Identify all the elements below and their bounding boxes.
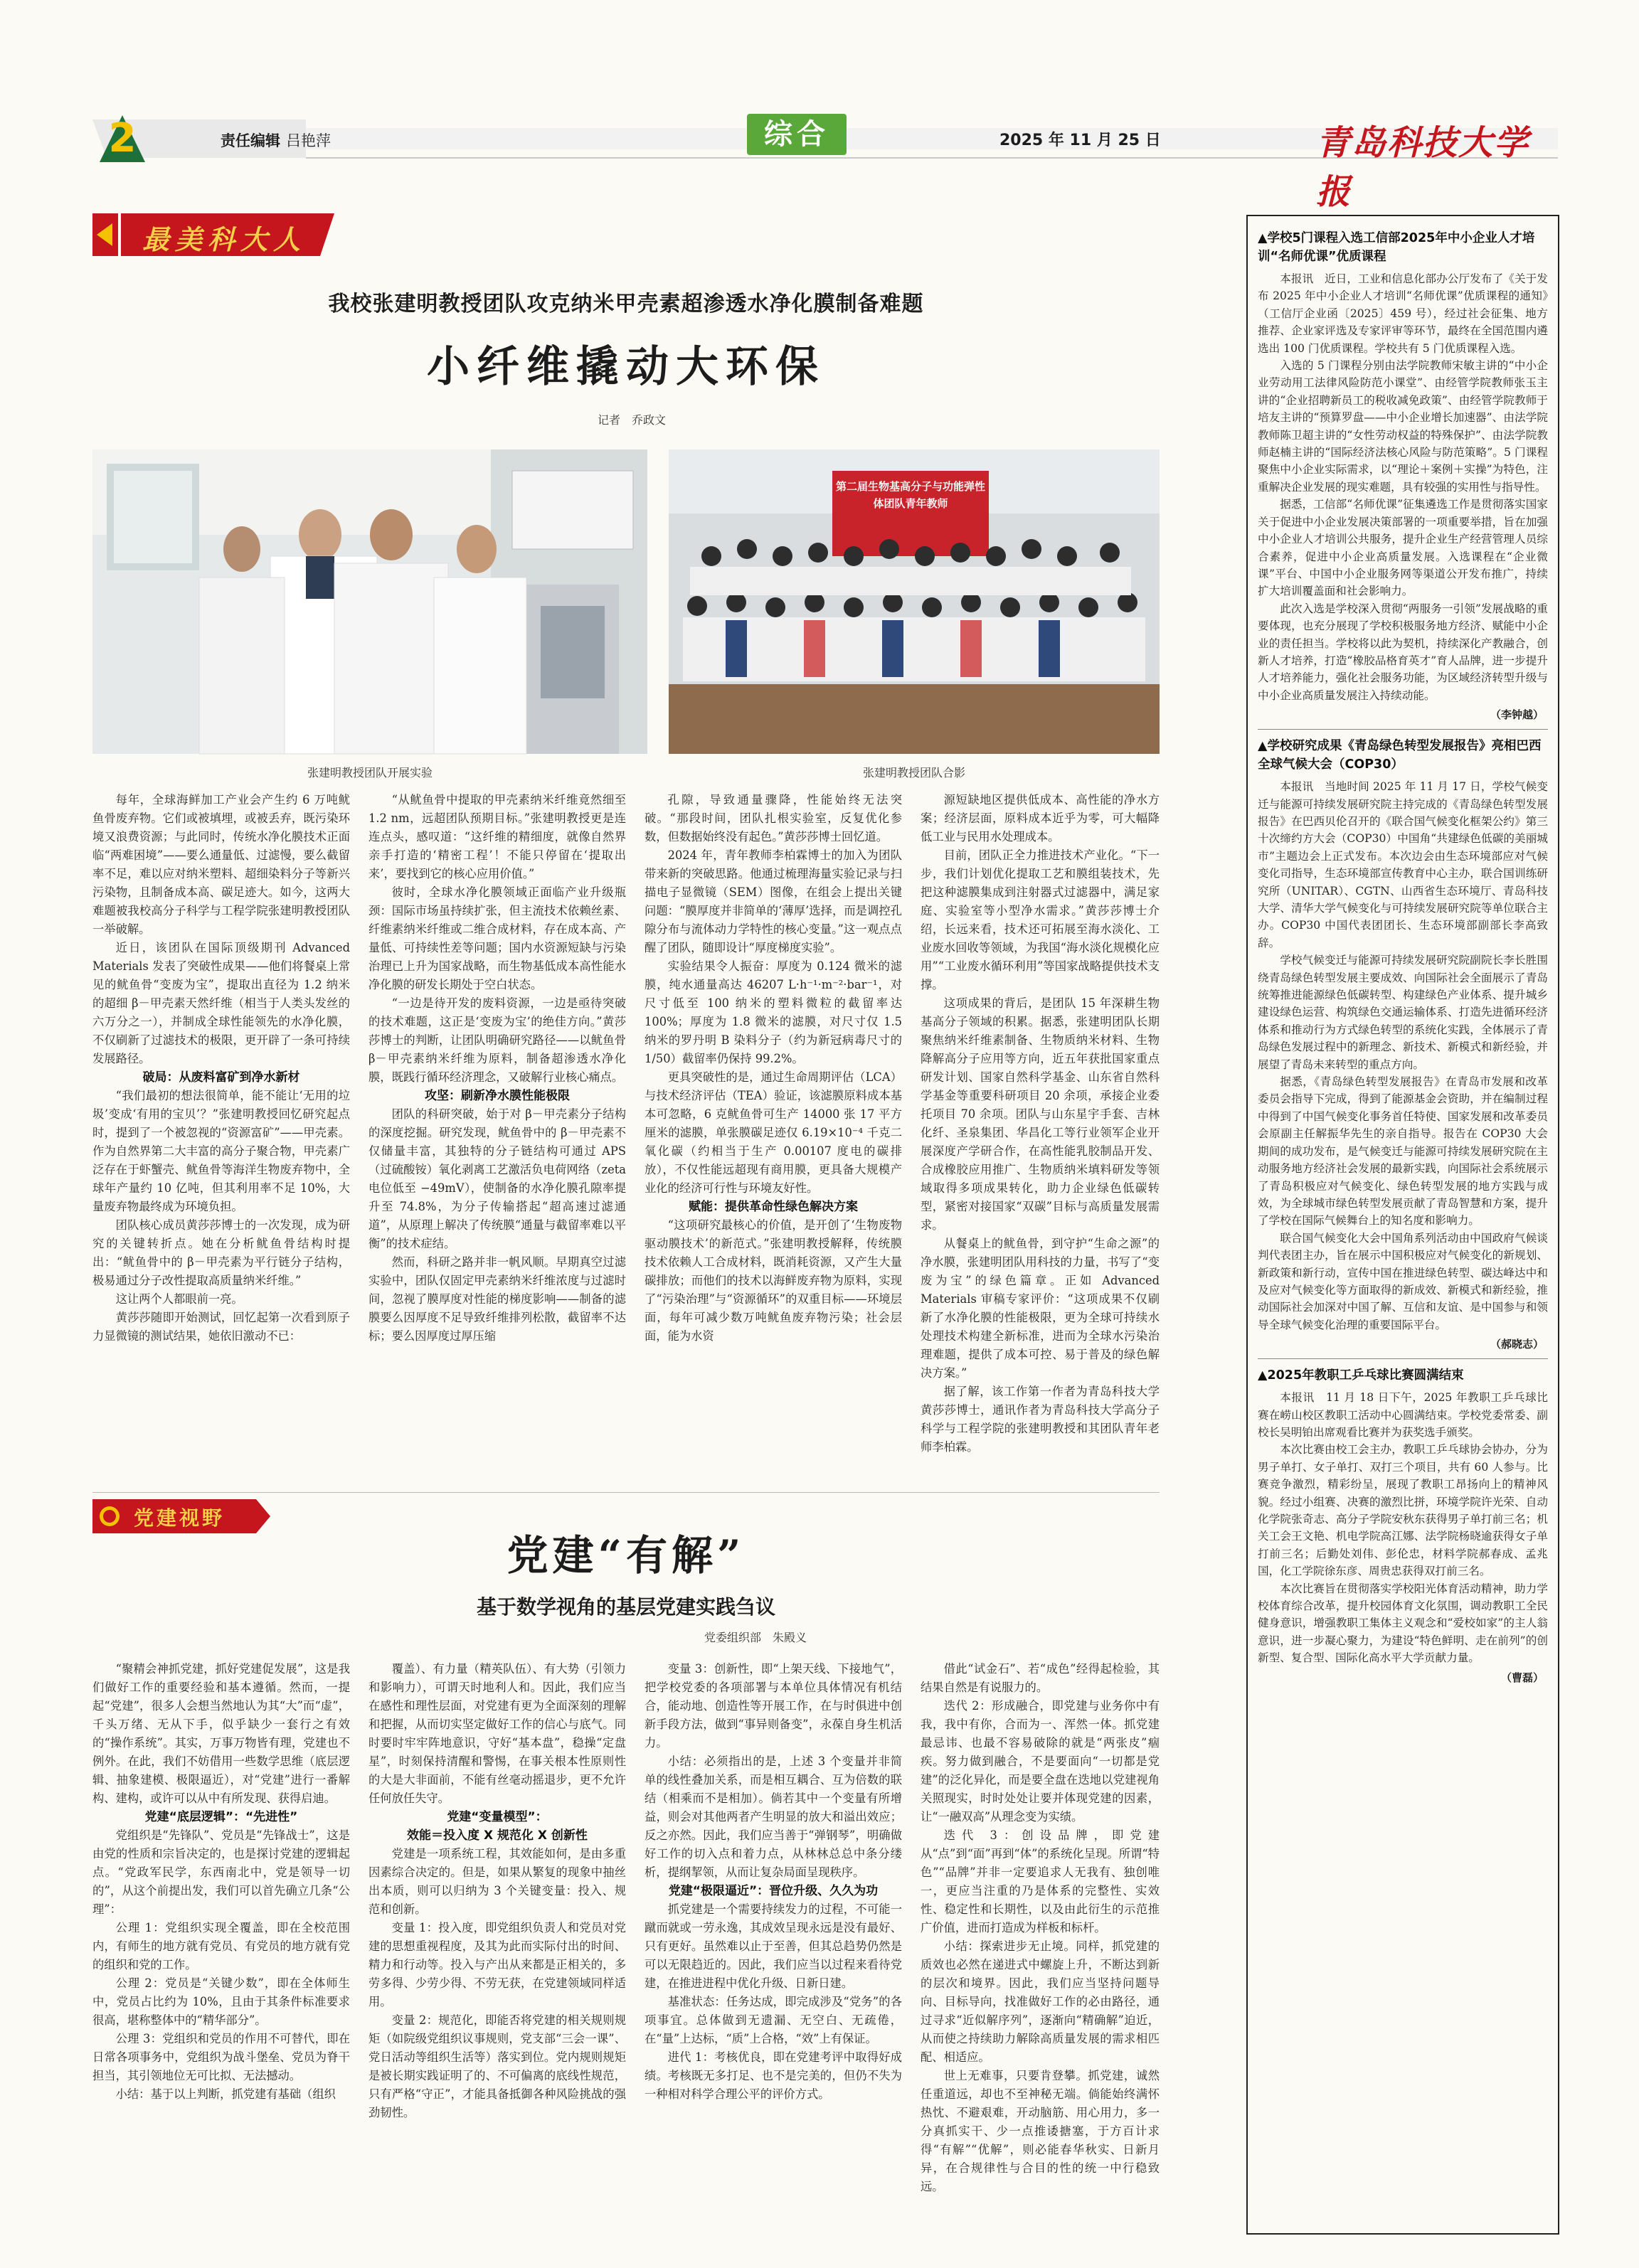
paragraph: 然而，科研之路并非一帆风顺。早期真空过滤实验中，团队仅固定甲壳素纳米纤维浓度与过滤时间，忽视了膜厚度对性能的梯度影响——制备的滤膜要么因厚度不足导致纤维排列松散，截留率不达标；要么因厚度过厚压缩 (368, 1255, 626, 1343)
paragraph: 此次入选是学校深入贯彻“两服务一引领”发展战略的重要体现，也充分展现了学校积极服务地方经济、赋能中小企业的责任担当。学校将以此为契机，持续深化产教融合，创新人才培养，打造“橡胶品格育英才”育人品牌，进一步提升人才培养能力，强化社会服务功能，为区域经济转型升级与中小企业高质量发展注入持续动能。 (1258, 602, 1548, 702)
paragraph: 黄莎莎随即开始测试，回忆起第一次看到原子力显微镜的测试结果，她依旧激动不已： (92, 1311, 350, 1343)
paragraph: 世上无难事，只要肯登攀。抓党建，诚然任重道远，却也不至神秘无端。倘能始终满怀热忱、不避艰难，开动脑筋、用心用力，多一分真抓实干、少一点推诿搪塞，于方百计求得“有解”“优解”，则必能春华秋实、日新月异，在合规律性与合目的性的统一中行稳致远。 (921, 2069, 1160, 2193)
caption-team-group: 张建明教授团队合影 (862, 766, 965, 779)
party-subhead-3: 党建“极限逼近”：晋位升级、久久为功 (668, 1884, 879, 1898)
paragraph: “从鱿鱼骨中提取的甲壳素纳米纤维竟然细至 1.2 nm，远超团队预期目标。”张建明教授更是连连点头，感叹道：“这纤维的精细度，就像自然界亲手打造的‘精密工程’！不能只停留在‘提取出来’，要找到它的核心应用价值。” (368, 793, 626, 880)
paragraph: 本报讯 11 月 18 日下午，2025 年教职工乒乓球比赛在崂山校区教职工活动中心圆满结束。学校党委常委、副校长吴明铂出席观看比赛并为获奖选手颁奖。 (1258, 1391, 1548, 1439)
news-brief (1258, 222, 1548, 722)
feature-col2b-paras (368, 1105, 626, 1346)
paragraph: 基准状态：任务达成，即完成涉及“党务”的各项事宜。总体做到无遗漏、无空白、无疏倦，在“量”上达标，“质”上合格，“效”上有保证。 (645, 1995, 902, 2045)
news-briefs-sidebar (1246, 215, 1559, 2235)
paragraph: 这让两个人都眼前一亮。 (115, 1292, 243, 1306)
news-brief-body (1258, 1389, 1548, 1667)
paragraph: 党组织是“先锋队”、党员是“先锋战士”，这是由党的性质和宗旨决定的，也是探讨党建的逻辑起点。“党政军民学，东西南北中，党是领导一切的”，从这个前提出发，我们可以首先确立几条“公理”： (92, 1828, 350, 1916)
feature-column-2 (368, 791, 626, 1343)
paragraph: 公理 3：党组织和党员的作用不可替代，即在日常各项事务中，党组织为战斗堡垒、党员为脊干担当，其引领地位无可比拟、无法撼动。 (92, 2032, 350, 2082)
feature-col2-paras (368, 791, 626, 1087)
paragraph: 本次比赛旨在贯彻落实学校阳光体育活动精神，助力学校体育综合改革，提升校园体育文化氛围，调动教职工全民健身意识，增强教职工集体主义观念和“爱校如家”的主人翁意识，进一步凝心聚力，为建设“特色鲜明、走在前列”的创新型、复合型、国际化高水平大学贡献力量。 (1258, 1582, 1548, 1665)
paragraph: 公理 2：党员是“关键少数”，即在全体师生中，党员占比约为 10%，且由于其条件标准要求很高，堪称整体中的“精华部分”。 (92, 1976, 350, 2027)
paragraph: 联合国气候变化大会中国角系列活动由中国政府气候谈判代表团主办，旨在展示中国积极应对气候变化的新规划、新政策和新行动，宣传中国在推进绿色转型、碳达峰达中和及应对气候变化等方面取得的新成效、新模式和新经验，推动国际社会加深对中国了解、互信和友谊、是中国参与和领导全球气候变化治理的重要国际平台。 (1258, 1231, 1548, 1331)
feature-banner-label: 最美科大人 (142, 223, 307, 255)
party-col1b-paras (92, 1826, 350, 2104)
party-banner-label: 党建视野 (134, 1506, 226, 1530)
feature-column-1 (92, 791, 350, 1343)
feature-subhead-2: 攻坚：刷新净水膜性能极限 (425, 1089, 570, 1103)
paragraph: 进代 1：考核优良，即在党建考评中取得好成绩。考核既无多打足、也不是完美的，但仍不失为一种相对科学合理公平的评价方式。 (645, 2050, 902, 2101)
section-divider (92, 1492, 1160, 1493)
paper-name: 青岛科技大学报 (1316, 123, 1530, 212)
page-number: 2 (108, 115, 137, 161)
paragraph: 团队核心成员黄莎莎博士的一次发现，成为研究的关键转折点。她在分析鱿鱼骨结构时提出：“鱿鱼骨中的 β－甲壳素为平行链分子结构，极易通过分子改性提取高质量纳米纤维。” (92, 1218, 350, 1287)
feature-col4-paras (921, 791, 1160, 1457)
news-brief (1258, 1358, 1548, 1685)
issue-date: 2025 年 11 月 25 日 (999, 132, 1161, 149)
paragraph: 党建是一项系统工程，其效能如何，是由多重因素综合决定的。但是，如果从繁复的现象中抽丝出本质，则可以归纳为 3 个关键变量：投入、规范和创新。 (368, 1847, 626, 1916)
feature-banner (92, 213, 349, 256)
party-subheadline: 基于数学视角的基层党建实践刍议 (476, 1595, 775, 1619)
party-column-4 (921, 1660, 1160, 2229)
paragraph: 据悉，《青岛绿色转型发展报告》在青岛市发展和改革委员会指导下完成，得到了能源基金会资助，并在编制过程中得到了中国气候变化事务首任特使、国家发展和改革委员会原副主任解振华先生的亲自指导。报告在 COP30 大会期间的成功发布，是气候变迁与能源可持续发展研究院在主动服务地方经济社会发展的最新实践，向国际社会系统展示了青岛积极应对气候变化、绿色转型发展的地方实践与成效，为全球城市绿色转型发展贡献了青岛智慧和方案，提升了学校在国际气候舞台上的知名度和影响力。 (1258, 1075, 1548, 1228)
paragraph: 2024 年，青年教师李柏霖博士的加入为团队带来新的突破思路。他通过梳理海量实验记录与扫描电子显微镜（SEM）图像，在组会上提出关键问题：“膜厚度并非简单的‘薄厚’选择，而是调控孔隙分布与流体动力学特性的核心变量。”这一观点点醒了团队，随即设计“厚度梯度实验”。 (645, 848, 902, 954)
paragraph: 迭代 3：创设品牌，即党建从“点”到“面”再到“体”的系统化呈现。所谓“特色”“品牌”并非一定要追求人无我有、独创唯一，更应当注重的乃是体系的完整性、实效性、稳定性和长期性，以及由此衍生的示范推广价值，进而打造成为样板和标杆。 (921, 1828, 1160, 1934)
paragraph: 彼时，全球水净化膜领域正面临产业升级瓶颈：国际市场虽持续扩张，但主流技术依赖丝素、纤维素纳米纤维或二维合成材料，存在成本高、产量低、可持续性差等问题；国内水资源短缺与污染治理已上升为国家战略，而生物基低成本高性能水净化膜的研发长期处于空白状态。 (368, 885, 626, 991)
paragraph: 近日，该团队在国际顶级期刊 Advanced Materials 发表了突破性成果——他们将餐桌上常见的鱿鱼骨“变废为宝”，提取出直径为 1.2 纳米的超细 β－甲壳素天然纤维（相当于人类头发丝的六万分之一），并制成全球性能领先的水净化膜，不仅刷新了过滤技术的极限，更开辟了一条可持续发展路径。 (92, 941, 350, 1065)
paragraph: 覆盖）、有力量（精英队伍）、有大势（引领力和影响力），可谓天时地利人和。因此，我们应当在感性和理性层面，对党建有更为全面深刻的理解和把握，从而切实坚定做好工作的信心与底气。同时要时牢牢阵地意识，守好“基本盘”，稳操“定盘星”，时刻保持清醒和警惕，在事关根本性原则性的大是大非面前，不能有丝毫动摇退步，更不允许任何放任失守。 (368, 1662, 626, 1805)
paragraph: 小结：探索进步无止境。同样，抓党建的质效也必然在递进式中螺旋上升，不断达到新的层次和境界。因此，我们应当坚持问题导向、目标导向，找准做好工作的必由路径，通过寻求“近似解序列”，逐渐向“精确解”迫近，从而使之持续助力解除高质量发展的需求相匹配、相适应。 (921, 1939, 1160, 2064)
page-number-badge (95, 112, 149, 166)
paragraph: 本报讯 近日，工业和信息化部办公厅发布了《关于发布 2025 年中小企业人才培训“名师优课”优质课程的通知》（工信厅企业函〔2025〕459 号），经过社会征集、地方推荐、企业家评选及专家评审等环节，最终在全国范围内遴选出 100 门优质课程。学校共有 5 门优质课程入选。 (1258, 272, 1548, 355)
feature-headline: 小纤维撬动大环保 (427, 342, 825, 392)
party-byline: 党委组织部 朱殿义 (704, 1631, 807, 1644)
news-brief-title: ▲学校研究成果《青岛绿色转型发展报告》亮相巴西全球气候大会（COP30） (1258, 739, 1542, 772)
feature-subhead-1: 破局：从废料富矿到净水新材 (142, 1070, 300, 1085)
feature-col3-paras (645, 791, 902, 1198)
paragraph: 据悉，工信部“名师优课”征集遴选工作是贯彻落实国家关于促进中小企业发展决策部署的一项重要举措，旨在加强中小企业人才培训公共服务，提升企业生产经营管理人员综合素养，促进中小企业高质量发展。入选课程在“企业微课”平台、中国中小企业服务网等渠道公开发布推广，持续扩大培训覆盖面和社会影响力。 (1258, 498, 1548, 598)
paragraph: 每年，全球海鲜加工产业会产生约 6 万吨鱿鱼骨废弃物。它们或被填埋，或被丢弃，既污染环境又浪费资源；与此同时，传统水净化膜技术正面临“两难困境”——要么通量低、过滤慢，要么截留率不足，难以应对纳米塑料、超细染料分子等新兴污染物，且制备成本高、碳足迹大。如今，这两大难题被我校高分子科学与工程学院张建明教授团队一举破解。 (92, 793, 350, 936)
feature-column-3 (645, 791, 902, 1343)
news-brief-body (1258, 270, 1548, 704)
news-brief-signature: （曹磊） (1500, 1671, 1544, 1684)
party-headline: 党建“有解” (506, 1531, 746, 1580)
paragraph: “这项研究最核心的价值，是开创了‘生物废物驱动膜技术’的新范式。”张建明教授解释，传统膜技术依赖人工合成材料，既消耗资源，又产生大量碳排放；而他们的技术以海鲜废弃物为原料，实现了“污染治理”与“资源循环”的双重目标——环境层面，每年可减少数万吨鱿鱼废弃物污染；社会层面，能为水资 (645, 1218, 902, 1343)
feature-column-4 (921, 791, 1160, 1454)
paragraph: “我们最初的想法很简单，能不能让‘无用的垃圾’变成‘有用的宝贝’？”张建明教授回忆研究起点时，提到了一个被忽视的“资源富矿”——甲壳素。作为自然界第二大丰富的高分子聚合物，甲壳素广泛存在于虾蟹壳、鱿鱼骨等海洋生物废弃物中，全球年产量约 10 亿吨，但其利用率不足 10%，大量废弃物最终成为环境负担。 (92, 1089, 350, 1213)
paragraph: 迭代 2：形成融合，即党建与业务你中有我，我中有你，合而为一、浑然一体。抓党建最忌讳、也最不容易破除的就是“两张皮”痼疾。努力做到融合，不是要面向“一切都是党建”的泛化异化，而是要全盘在迭地以党建视角关照现实，时时处处让要并体现党建的因素，让“一融双高”从理念变为实绩。 (921, 1699, 1160, 1824)
paragraph: 这项成果的背后，是团队 15 年深耕生物基高分子领域的积累。据悉，张建明团队长期聚焦纳米纤维素制备、生物质纳米材料、生物降解高分子应用等方向，近五年获批国家重点研发计划、国家自然科学基金、山东省自然科学基金等重要科研项目 20 余项，承接企业委托项目 70 余项。团队与山东星宇手套、吉林化纤、圣泉集团、华昌化工等行业领军企业开展深度产学研合作，在高性能乳胶制品开发、合成橡胶应用推广、生物质纳米填料研发等领域取得多项成果转化，助力企业绿色低碳转型，紧密对接国家“双碳”目标与高质量发展需求。 (921, 996, 1160, 1232)
paragraph: 孔隙，导致通量骤降，性能始终无法突破。“那段时间，团队扎根实验室，反复优化参数，但数据始终没有起色。”黄莎莎博士回忆道。 (645, 793, 902, 843)
paragraph: 实验结果令人振奋：厚度为 0.124 微米的滤膜，纯水通量高达 46207 L·h⁻¹·m⁻²·bar⁻¹，对尺寸低至 100 纳米的塑料微粒的截留率达 100%；厚度为 1.8 微米的滤膜，对尺寸仅 1.5 纳米的罗丹明 B 染料分子（约为新冠病毒尺寸的 1/50）截留率仍保持 99.2%。 (645, 959, 902, 1065)
feature-col1-paras (92, 791, 350, 1068)
feature-kicker: 我校张建明教授团队攻克纳米甲壳素超渗透水净化膜制备难题 (328, 292, 924, 316)
news-brief-title: ▲学校5门课程入选工信部2025年中小企业人才培训“名师优课”优质课程 (1258, 231, 1535, 264)
photo-team-group (669, 449, 1160, 754)
photo-banner-text: 第二届生物基高分子与功能弹性体团队青年教师 (835, 480, 985, 510)
photo-lab-experiment (92, 449, 647, 754)
brief-list (1248, 216, 1558, 1685)
paragraph: 本报讯 当地时间 2025 年 11 月 17 日，学校气候变迁与能源可持续发展研究院主持完成的《青岛绿色转型发展报告》在巴西贝伦召开的《联合国气候变化框架公约》第三十次缔约方大会（COP30）中国角“共建绿色低碳的美丽城市”主题边会上正式发布。本次边会由生态环境部应对气候变化司指导，生态环境部宣传教育中心主办，联合国训练研究所（UNITAR）、CGTN、山西省生态环境厅、青岛科技大学、清华大学气候变化与可持续发展研究院等单位联合主办。COP30 中国代表团团长、生态环境部副部长李高致辞。 (1258, 780, 1548, 949)
news-brief-signature: （郝晓志） (1490, 1338, 1544, 1351)
editor-name: 吕艳萍 (286, 132, 331, 149)
news-brief (1258, 729, 1548, 1351)
party-col1-paras (92, 1660, 350, 1808)
paragraph: 公理 1：党组织实现全覆盖，即在全校范围内，有师生的地方就有党员、有党员的地方就有党的组织和党的工作。 (92, 1921, 350, 1971)
news-brief-body (1258, 778, 1548, 1333)
feature-subhead-3: 赋能：提供革命性绿色解决方案 (689, 1200, 858, 1214)
caption-lab-experiment: 张建明教授团队开展实验 (307, 766, 433, 779)
paragraph: 变量 3：创新性，即“上架天线、下接地气”，把学校党委的各项部署与本单位具体情况有机结合，能动地、创造性等开展工作，在与时俱进中创新手段方法，做到“事异则备变”，永葆自身生机活力。 (645, 1662, 902, 1750)
party-col2-paras (368, 1660, 626, 1808)
paragraph: 入选的 5 门课程分别由法学院教师宋敏主讲的“中小企业劳动用工法律风险防范小课堂”、由经管学院教师张玉主讲的“企业招聘新员工的税收减免政策”、由经管学院教师于培友主讲的“预算罗盘——中小企业增长加速器”、由法学院教师陈卫超主讲的“女性劳动权益的特殊保护”、由法学院教师赵楠主讲的“国际经济法核心风险与防范策略”。5 门课程聚焦中小企业实际需求，以“理论＋案例＋实操”为特色，注重解决企业发展的现实难题，具有较强的实用性与指导性。 (1258, 359, 1548, 494)
paragraph: 变量 1：投入度，即党组织负责人和党员对党建的思想重视程度，及其为此而实际付出的时间、精力和行动等。投入与产出从来都是正相关的，多劳多得、少劳少得、不劳无获，在党建领域同样适用。 (368, 1921, 626, 2008)
paragraph: 学校气候变迁与能源可持续发展研究院副院长李长胜围绕青岛绿色转型发展主要成效、向国际社会全面展示了青岛统筹推进能源绿色低碳转型、构建绿色产业体系、提升城乡建设绿色运营、构筑绿色交通运输体系、打造先进循环经济体系和推动行为方式绿色转型的系统化实践，全体展示了青岛绿色发展过程中的新理念、新技术、新模式和新经验，并展望了青岛未来转型的重点方向。 (1258, 954, 1548, 1071)
paragraph: 团队的科研突破，始于对 β－甲壳素分子结构的深度挖掘。研究发现，鱿鱼骨中的 β－甲壳素不仅储量丰富，其独特的分子链结构可通过 APS（过硫酸铵）氧化剥离工艺激活负电荷网络（zeta 电位低至 −49mV），使制备的水净化膜孔隙率提升至 74.8%，为分子传输搭起“超高速过滤通道”，从原理上解决了传统膜“通量与截留率难以平衡”的技术症结。 (368, 1107, 626, 1250)
paragraph: 小结：必须指出的是，上述 3 个变量并非简单的线性叠加关系，而是相互耦合、互为倍数的联结（相乘而不是相加）。倘若其中一个变量有所增益，则会对其他两者产生明显的放大和溢出效应；反之亦然。因此，我们应当善于“弹钢琴”，明确做好工作的切入点和着力点，从林林总总中条分缕析，提纲挈领，从而让复杂局面呈现秩序。 (645, 1755, 902, 1879)
party-subhead-2: 党建“变量模型”： 效能＝投入度 X 规范化 X 创新性 (407, 1810, 588, 1843)
party-column-3 (645, 1660, 902, 2229)
party-column-1 (92, 1660, 350, 2229)
party-col2b-paras (368, 1845, 626, 2122)
party-subhead-1: 党建“底层逻辑”：“先进性” (144, 1810, 298, 1824)
paragraph: 变量 2：规范化，即能否将党建的相关规则规矩（如院级党组织议事规则，党支部“三会一课”、党日活动等组织生活等）落实到位。党内规则规矩是被长期实践证明了的、不可偏离的底线性规范，只有严格“守正”，才能具备抵御各种风险挑战的强劲韧性。 (368, 2013, 626, 2119)
feature-col1b-paras (92, 1087, 350, 1346)
paragraph: “聚精会神抓党建，抓好党建促发展”，这是我们做好工作的重要经验和基本遵循。然而，一提起“党建”，很多人会想当然地认为其“大”而“虚”，千头万绪、无从下手，似乎缺少一套行之有效的“操作系统”。其实，万事万物皆有理，党建也不例外。在此，我们不妨借用一些数学思维（底层逻辑、抽象建模、极限逼近），对“党建”进行一番解构、建构，或许可以从中有所发现、获得启迪。 (92, 1662, 350, 1805)
paragraph: 据了解，该工作第一作者为青岛科技大学黄莎莎博士，通讯作者为青岛科技大学高分子科学与工程学院的张建明教授和其团队青年老师李柏霖。 (921, 1385, 1160, 1454)
news-brief-title: ▲2025年教职工乒乓球比赛圆满结束 (1258, 1368, 1464, 1383)
paragraph: 本次比赛由校工会主办，教职工乒乓球协会协办，分为男子单打、女子单打、双打三个项目，共有 60 人参与。比赛竞争激烈，精彩纷呈，展现了教职工昂扬向上的精神风貌。经过小组赛、决赛的激烈比拼，环境学院许光荣、自动化学院张奇志、高分子学院安秋东获得男子单打前三名；机关工会王文艳、机电学院高江娜、法学院杨晓逾获得女子单打前三名；后勤处刘伟、彭伦忠，材料学院郝春成、孟兆国，化工学院徐东彦、周贵忠获得双打前三名。 (1258, 1443, 1548, 1578)
paragraph: 抓党建是一个需要持续发力的过程，不可能一蹴而就或一劳永逸，其成效呈现永远是没有最好、只有更好。虽然难以止于至善，但其总趋势仍然是可以无限趋近的。因此，我们应当以过程来看待党建，在推进进程中优化升级、日新日建。 (645, 1902, 902, 1990)
paragraph: 目前，团队正全力推进技术产业化。“下一步，我们计划优化提取工艺和膜组装技术，先把这种滤膜集成到注射器式过滤器中，满足家庭、实验室等小型净水需求。”黄莎莎博士介绍，长远来看，技术还可拓展至海水淡化、工业废水回收等领域，为我国“海水淡化规模化应用”“工业废水循环利用”等国家战略提供技术支撑。 (921, 848, 1160, 991)
paragraph: 源短缺地区提供低成本、高性能的净水方案；经济层面，原料成本近乎为零，可大幅降低工业与民用水处理成本。 (921, 793, 1160, 843)
party-col3b-paras (645, 1900, 902, 2104)
section-label: 综合 (747, 114, 847, 155)
paragraph: 更具突破性的是，通过生命周期评估（LCA）与技术经济评估（TEA）验证，该滤膜原料成本基本可忽略，6 克鱿鱼骨可生产 14000 张 17 平方厘米的滤膜，单张膜碳足迹仅 6.19×10⁻⁴ 千克二氧化碳（约相当于生产 0.00107 度电的碳排放），不仅性能远超现有商用膜，更具备大规模产业化的经济可行性与环境友好性。 (645, 1070, 902, 1195)
paragraph: 小结：基于以上判断，抓党建有基础（组织 (115, 2087, 336, 2101)
party-column-2 (368, 1660, 626, 2229)
editor-label: 责任编辑 (221, 132, 280, 149)
party-col3-paras (645, 1660, 902, 1882)
paragraph: 从餐桌上的鱿鱼骨，到守护“生命之源”的净水膜，张建明团队用科技的力量，书写了“变废为宝”的绿色篇章。正如 Advanced Materials 审稿专家评价：“这项成果不仅刷新了水净化膜的性能极限，更为全球可持续水处理技术构建全新标准，进而为全球水污染治理难题，提供了成本可控、易于普及的绿色解决方案。” (921, 1237, 1160, 1380)
feature-col3b-paras (645, 1216, 902, 1346)
paragraph: 借此“试金石”、若“成色”经得起检验，其结果自然是有说服力的。 (921, 1662, 1160, 1694)
news-brief-signature: （李钟越） (1490, 708, 1544, 722)
party-col4-paras (921, 1660, 1160, 2196)
feature-byline: 记者 乔政文 (598, 413, 667, 427)
masthead (92, 114, 1558, 212)
paragraph: “一边是待开发的废料资源，一边是亟待突破的技术难题，这正是‘变废为宝’的绝佳方向。”黄莎莎博士的判断，让团队明确研究路径——以鱿鱼骨 β－甲壳素纳米纤维为原料，制备超渗透水净化膜，既践行循环经济理念，又破解行业核心痛点。 (368, 996, 626, 1084)
